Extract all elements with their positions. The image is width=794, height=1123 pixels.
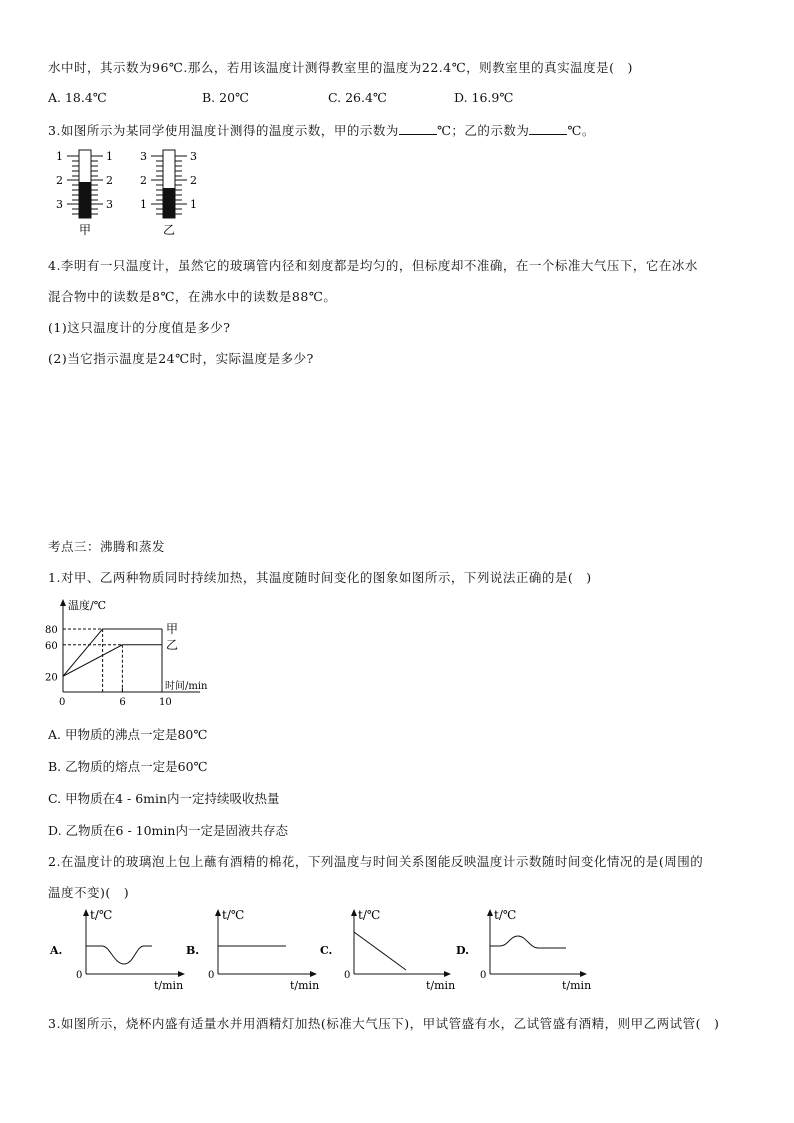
tick-label: 2 — [140, 174, 147, 187]
tick-label: 2 — [56, 174, 63, 187]
x-tick-label: 0 — [59, 697, 66, 708]
y-axis-label: 温度/℃ — [68, 599, 107, 612]
y-tick-label: 20 — [45, 672, 58, 684]
x-axis-label: t/min — [290, 979, 320, 992]
answer-blank-yi — [529, 122, 567, 135]
s3-q3-stem: 3.如图所示，烧杯内盛有适量水并用酒精灯加热(标准大气压下)，甲试管盛有水，乙试管盛有酒精，则甲乙两试管( ) — [48, 1016, 720, 1031]
origin-label: 0 — [208, 970, 215, 981]
q2-option-c: C. 26.4℃ — [328, 90, 387, 105]
q3-stem: 3.如图所示为某同学使用温度计测得的温度示数，甲的示数为 ℃；乙的示数为 ℃。 — [48, 123, 595, 138]
q2-option-b: B. 20℃ — [202, 90, 250, 105]
x-tick-label: 10 — [159, 697, 172, 708]
tick-label: 2 — [190, 174, 197, 187]
thermometer-yi — [136, 144, 212, 240]
graph-c — [318, 906, 468, 994]
origin-label: 0 — [480, 970, 487, 981]
s3-q2-line2: 温度不变)( ) — [48, 885, 130, 900]
s3-q1-option-b: B. 乙物质的熔点一定是60℃ — [48, 759, 208, 774]
x-axis-label: t/min — [154, 979, 184, 992]
q4-line2: 混合物中的读数是8℃，在沸水中的读数是88℃。 — [48, 289, 337, 304]
graph-label: C. — [320, 944, 333, 957]
tick-label: 3 — [106, 198, 113, 211]
graph-d — [454, 906, 604, 994]
origin-label: 0 — [344, 970, 351, 981]
series-line-yi — [63, 645, 162, 677]
thermometer-label-jia: 甲 — [79, 223, 92, 237]
q4-sub1: (1)这只温度计的分度值是多少? — [48, 320, 231, 335]
thermometer-jia — [52, 144, 128, 240]
tick-label: 1 — [140, 198, 147, 211]
tick-label: 2 — [106, 174, 113, 187]
tick-label: 1 — [56, 150, 63, 163]
graph-label: D. — [456, 944, 469, 957]
x-axis-label: t/min — [426, 979, 456, 992]
y-tick-label: 80 — [45, 625, 58, 636]
temperature-time-chart — [40, 596, 220, 708]
y-axis-label: t/℃ — [358, 908, 381, 922]
answer-blank-jia — [399, 122, 437, 135]
mercury-column-jia — [79, 182, 91, 218]
series-line-jia — [63, 629, 162, 676]
y-axis-label: t/℃ — [494, 908, 517, 922]
curve-d — [490, 936, 566, 948]
s3-q1-option-c: C. 甲物质在4 - 6min内一定持续吸收热量 — [48, 791, 280, 806]
y-axis-label: t/℃ — [222, 908, 245, 922]
q4-sub2: (2)当它指示温度是24℃时，实际温度是多少? — [48, 351, 314, 366]
q2-option-d: D. 16.9℃ — [454, 90, 514, 105]
tick-label: 3 — [140, 150, 147, 163]
series-label: 乙 — [166, 637, 179, 652]
x-axis-label: 时间/min — [165, 681, 208, 692]
graph-a — [48, 906, 198, 994]
thermometer-label-yi: 乙 — [163, 223, 176, 237]
graph-label: B. — [186, 944, 200, 957]
mercury-column-yi — [163, 188, 175, 218]
curve-a — [86, 946, 152, 964]
x-tick-label: 6 — [119, 697, 126, 708]
tick-label: 3 — [56, 198, 63, 211]
tick-label: 1 — [190, 198, 197, 211]
s3-q1-option-d: D. 乙物质在6 - 10min内一定是固液共存态 — [48, 823, 288, 838]
q2-stem: 水中时，其示数为96℃.那么，若用该温度计测得教室里的温度为22.4℃，则教室里的真实温度是( ) — [48, 60, 633, 75]
section-title: 考点三：沸腾和蒸发 — [48, 539, 166, 554]
curve-c — [354, 932, 406, 970]
graph-label: A. — [50, 944, 63, 957]
y-axis-arrow — [60, 599, 66, 606]
x-axis-label: t/min — [562, 979, 592, 992]
series-label: 甲 — [166, 622, 179, 636]
tick-label: 1 — [106, 150, 113, 163]
y-tick-label: 60 — [45, 640, 58, 652]
y-axis-label: t/℃ — [90, 908, 113, 922]
tick-label: 3 — [190, 150, 197, 163]
origin-label: 0 — [76, 970, 83, 981]
q2-option-a: A. 18.4℃ — [48, 90, 107, 105]
s3-q1-stem: 1.对甲、乙两种物质同时持续加热，其温度随时间变化的图象如图所示，下列说法正确的是( ) — [48, 570, 592, 585]
graph-b — [184, 906, 334, 994]
q4-line1: 4.李明有一只温度计，虽然它的玻璃管内径和刻度都是均匀的，但标度却不准确，在一个标准大气压下，它在冰水 — [48, 258, 698, 273]
s3-q1-option-a: A. 甲物质的沸点一定是80℃ — [48, 727, 208, 742]
s3-q2-line1: 2.在温度计的玻璃泡上包上蘸有酒精的棉花，下列温度与时间关系图能反映温度计示数随时间变化情况的是(周围的 — [48, 854, 704, 869]
